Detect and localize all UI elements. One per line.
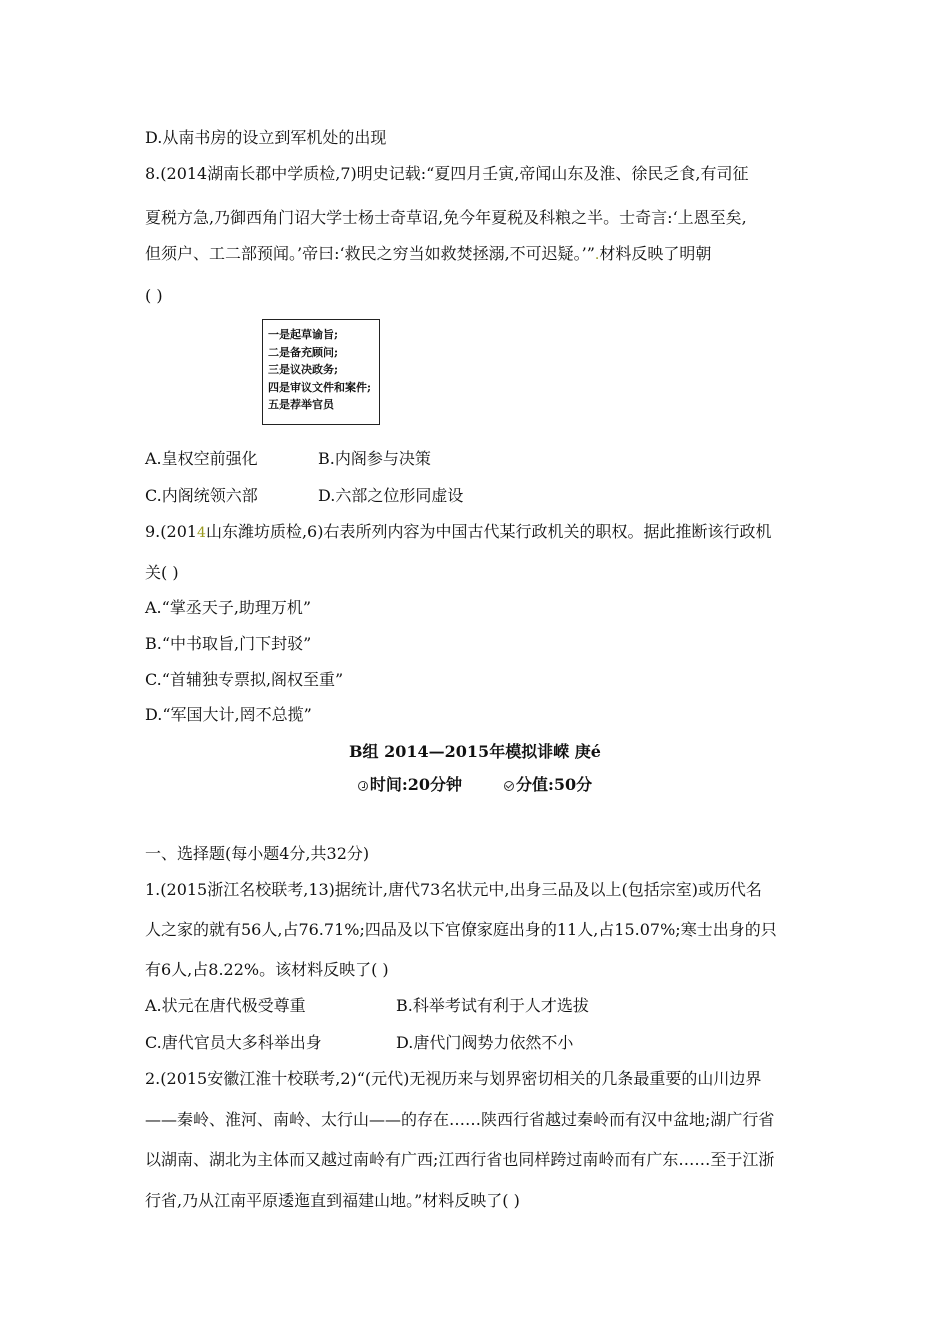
q9-stem-line-1-b: 山东潍坊质检,6)右表所列内容为中国古代某行政机关的职权。据此推断该行政机: [205, 522, 772, 541]
q9-stem-line-1-a: 9.(201: [145, 522, 198, 541]
q9-stem-line-1-mark: 4: [197, 525, 206, 541]
duty-item: 二是备充顾问;: [268, 345, 339, 359]
q2-stem-line-1: 2.(2015安徽江淮十校联考,2)“(元代)无视历来与划界密切相关的几条最重要的山川边界: [145, 1069, 762, 1088]
q1-option-b: B.科举考试有利于人才选拔: [396, 996, 589, 1015]
q9-stem-line-2: 关( ): [145, 563, 179, 582]
q9-option-a: A.“掌丞天子,助理万机”: [145, 598, 312, 617]
q8-option-a: A.皇权空前强化: [145, 449, 258, 468]
q1-option-c: C.唐代官员大多科举出身: [145, 1033, 322, 1052]
q9-stem-line-1: [145, 522, 771, 543]
q9-option-c: C.“首辅独专票拟,阁权至重”: [145, 670, 344, 689]
clock-icon: [358, 781, 368, 791]
q2-stem-line-4: 行省,乃从江南平原逶迤直到福建山地。”材料反映了( ): [145, 1191, 520, 1210]
duty-item: 一是起草谕旨;: [268, 328, 339, 341]
q9-option-d: D.“军国大计,罔不总揽”: [145, 705, 312, 724]
q1-stem-line-1: 1.(2015浙江名校联考,13)据统计,唐代73名状元中,出身三品及以上(包括宗室)或历代名: [145, 880, 762, 899]
duty-item: 五是荐举官员: [268, 398, 334, 411]
q9-option-b: B.“中书取旨,门下封驳”: [145, 634, 312, 653]
section-b-title: B组 2014—2015年模拟诽嵘 庚é: [349, 742, 601, 761]
q1-stem-line-2: 人之家的就有56人,占76.71%;四品及以下官僚家庭出身的11人,占15.07%;寒士出身的只: [145, 920, 777, 939]
q1-option-a: A.状元在唐代极受尊重: [145, 996, 306, 1015]
q2-stem-line-3: 以湖南、湖北为主体而又越过南岭有广西;江西行省也同样跨过南岭而有广东……至于江浙: [145, 1150, 775, 1169]
q1-option-d: D.唐代门阀势力依然不小: [396, 1033, 574, 1052]
q8-option-c: C.内阁统领六部: [145, 486, 258, 505]
q8-answer-blank: ( ): [145, 286, 163, 305]
q2-stem-line-2: ——秦岭、淮河、南岭、太行山——的存在……陕西行省越过秦岭而有汉中盆地;湖广行省: [145, 1110, 775, 1129]
q8-option-b: B.内阁参与决策: [318, 449, 431, 468]
section-b-meta: [0, 775, 950, 795]
part1-heading: 一、选择题(每小题4分,共32分): [145, 844, 370, 863]
q8-stem-line-1: 8.(2014湖南长郡中学质检,7)明史记载:“夏四月壬寅,帝闻山东及淮、徐民乏食,有司征: [145, 164, 749, 183]
duty-item: 四是审议文件和案件;: [268, 380, 372, 394]
q1-stem-line-3: 有6人,占8.22%。该材料反映了( ): [145, 960, 389, 979]
q7-option-d: D.从南书房的设立到军机处的出现: [145, 128, 387, 147]
check-icon: [504, 781, 514, 791]
q8-stem-line-3-tail: 材料反映了明朝: [599, 244, 712, 263]
q8-stem-line-3: [145, 244, 711, 265]
duty-table: [262, 319, 380, 425]
duty-item: 三是议决政务;: [268, 363, 339, 376]
score-total: 分值:50分: [516, 775, 593, 794]
q8-stem-line-3-text: 但须户、工二部预闻。’帝曰:‘救民之穷当如救焚拯溺,不可迟疑。’”: [145, 244, 595, 263]
q8-option-d: D.六部之位形同虚设: [318, 486, 464, 505]
ink-mark-icon: .: [594, 247, 600, 263]
time-limit: 时间:20分钟: [369, 775, 462, 794]
q8-stem-line-2: 夏税方急,乃御西角门诏大学士杨士奇草诏,免今年夏税及科粮之半。士奇言:‘上恩至矣,: [145, 208, 747, 227]
